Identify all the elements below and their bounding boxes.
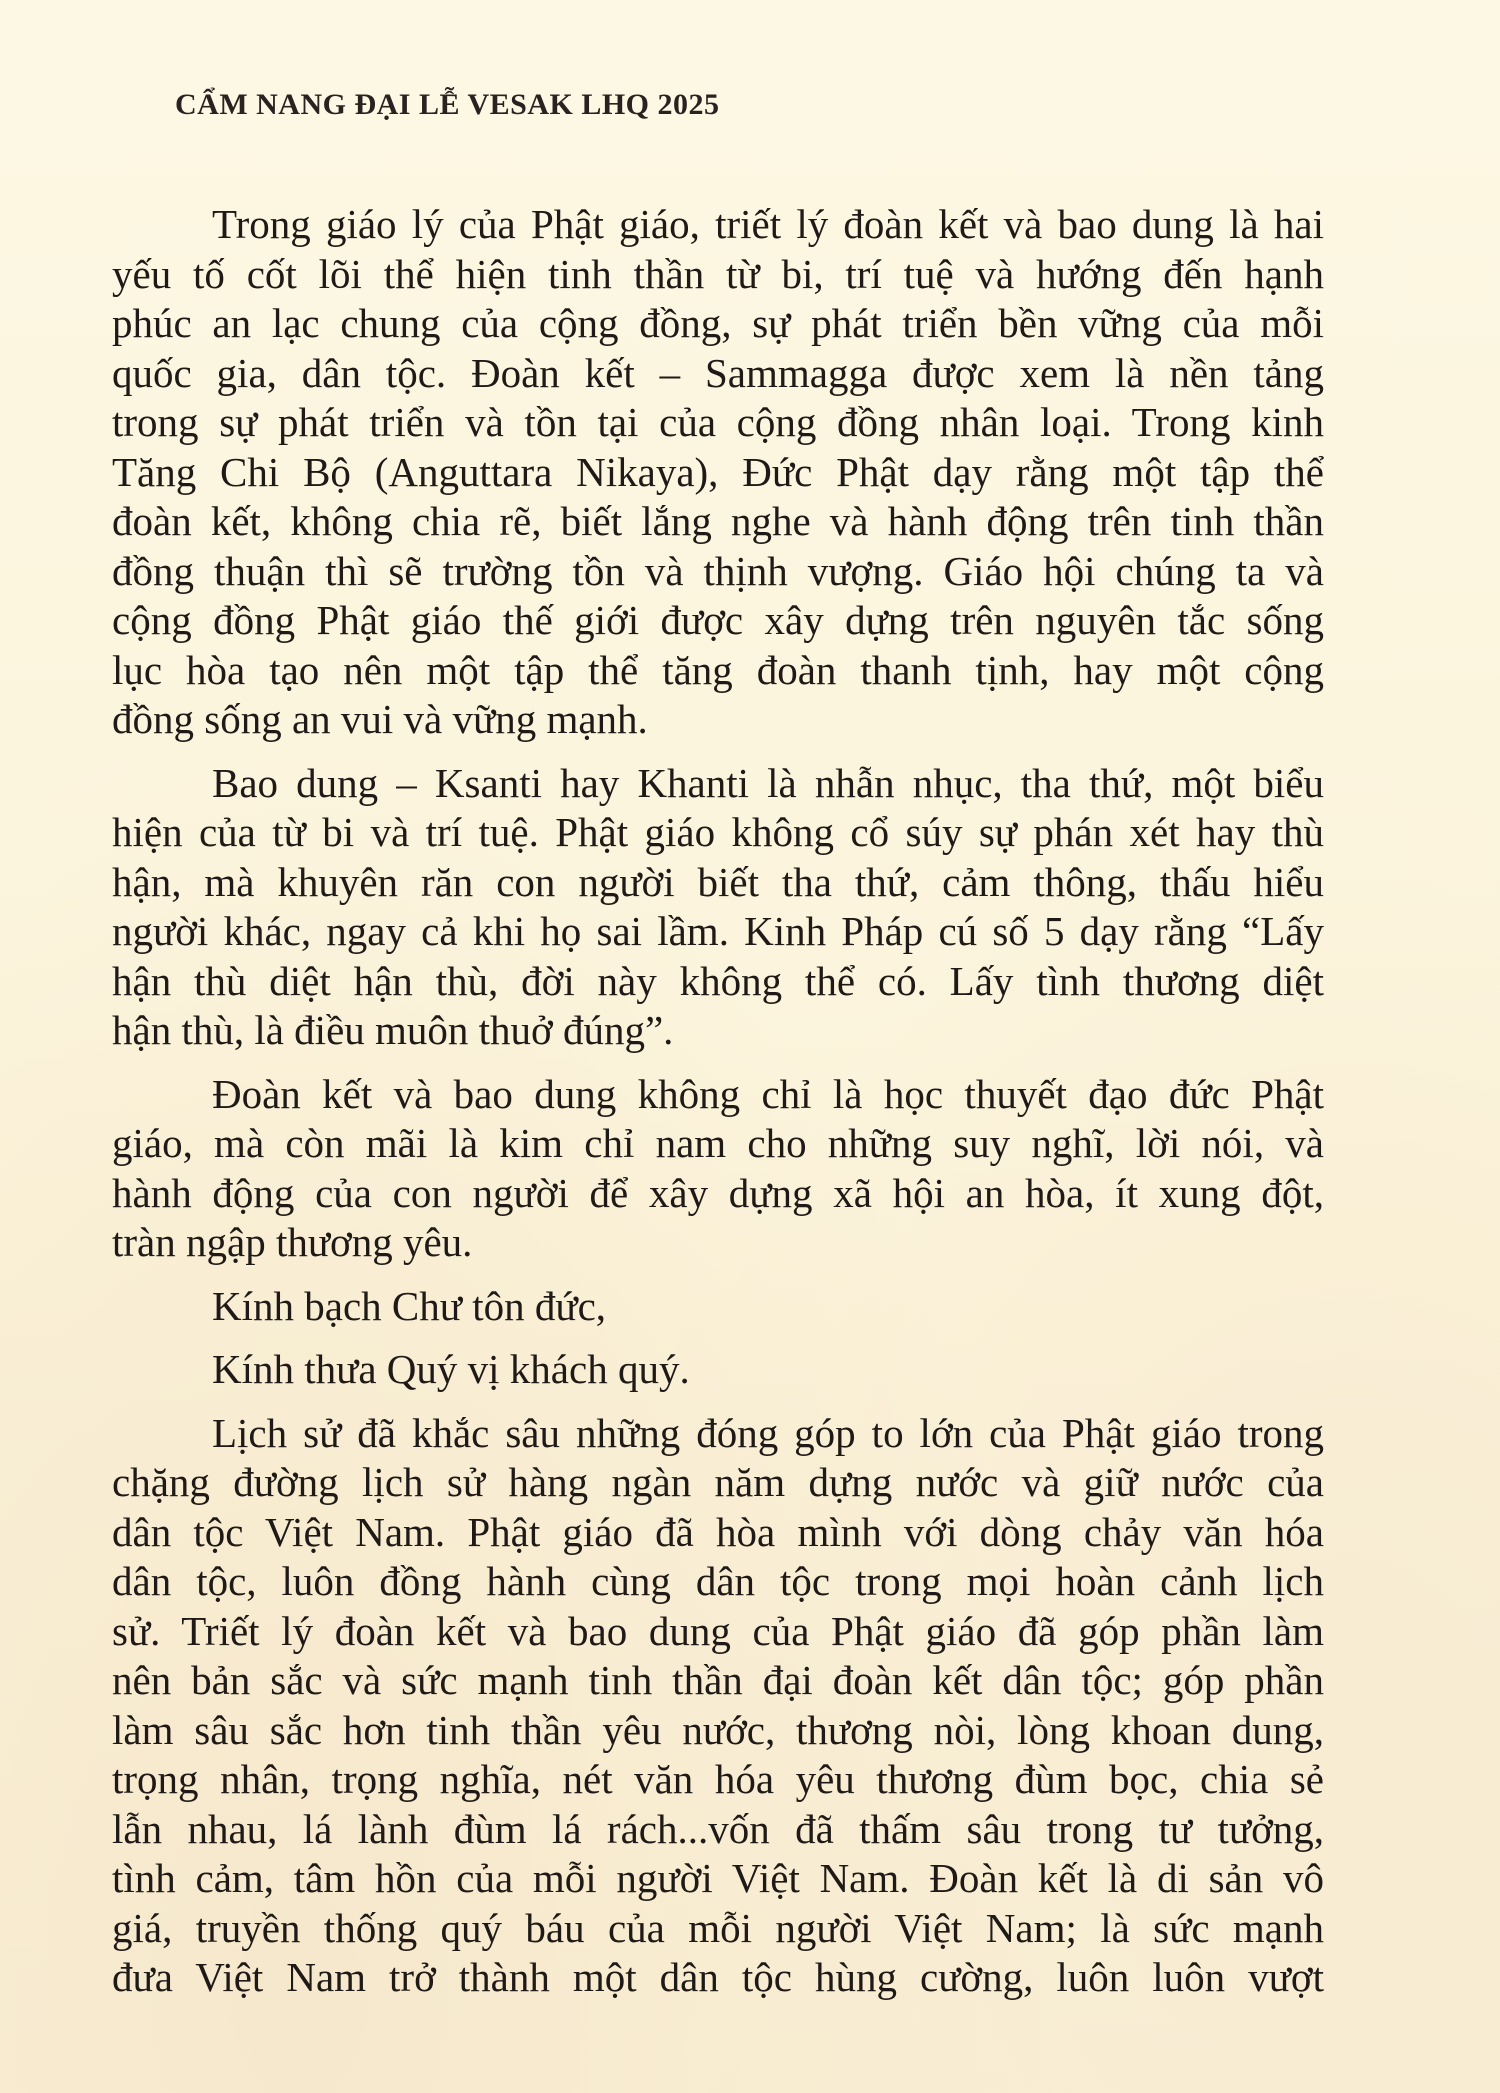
paragraph-3 xyxy=(112,1070,1324,1268)
body-text xyxy=(112,200,1324,2017)
text-line: chặng đường lịch sử hàng ngàn năm dựng nước và giữ nước của xyxy=(112,1459,1324,1505)
text-line: Lịch sử đã khắc sâu những đóng góp to lớn của Phật giáo trong xyxy=(212,1409,1324,1456)
text-line: dân tộc Việt Nam. Phật giáo đã hòa mình với dòng chảy văn hóa xyxy=(112,1508,1324,1555)
text-line: giá, truyền thống quý báu của mỗi người Việt Nam; là sức mạnh xyxy=(112,1904,1324,1951)
text-line: nên bản sắc và sức mạnh tinh thần đại đoàn kết dân tộc; góp phần xyxy=(112,1657,1324,1703)
text-line: hận, mà khuyên răn con người biết tha thứ, cảm thông, thấu hiểu xyxy=(112,858,1324,905)
text-line: đoàn kết, không chia rẽ, biết lắng nghe và hành động trên tinh thần xyxy=(112,498,1324,544)
text-line: tràn ngập thương yêu. xyxy=(112,1219,473,1265)
text-line: trong sự phát triển và tồn tại của cộng đồng nhân loại. Trong kinh xyxy=(112,399,1324,445)
text-line: quốc gia, dân tộc. Đoàn kết – Sammagga được xem là nền tảng xyxy=(112,349,1324,396)
text-line: phúc an lạc chung của cộng đồng, sự phát triển bền vững của mỗi xyxy=(112,300,1324,346)
text-line: tình cảm, tâm hồn của mỗi người Việt Nam. Đoàn kết là di sản vô xyxy=(112,1855,1324,1901)
text-line: đồng thuận thì sẽ trường tồn và thịnh vượng. Giáo hội chúng ta và xyxy=(112,547,1324,594)
text-line: dân tộc, luôn đồng hành cùng dân tộc trong mọi hoàn cảnh lịch xyxy=(112,1558,1324,1604)
text-line: giáo, mà còn mãi là kim chỉ nam cho những suy nghĩ, lời nói, và xyxy=(112,1120,1324,1166)
text-line: hận thù, là điều muôn thuở đúng”. xyxy=(112,1007,674,1053)
paragraph-1 xyxy=(112,200,1324,745)
text-line: làm sâu sắc hơn tinh thần yêu nước, thương nòi, lòng khoan dung, xyxy=(112,1706,1324,1753)
text-line: Đoàn kết và bao dung không chỉ là học thuyết đạo đức Phật xyxy=(212,1070,1324,1117)
text-line: hận thù diệt hận thù, đời này không thể có. Lấy tình thương diệt xyxy=(112,957,1324,1004)
text-line: hiện của từ bi và trí tuệ. Phật giáo không cổ súy sự phán xét hay thù xyxy=(112,809,1324,855)
text-line: Tăng Chi Bộ (Anguttara Nikaya), Đức Phật dạy rằng một tập thể xyxy=(112,448,1324,495)
salutation-2: Kính thưa Quý vị khách quý. xyxy=(212,1346,690,1392)
text-line: trọng nhân, trọng nghĩa, nét văn hóa yêu thương đùm bọc, chia sẻ xyxy=(112,1756,1324,1802)
text-line: cộng đồng Phật giáo thế giới được xây dựng trên nguyên tắc sống xyxy=(112,597,1324,643)
text-line: hành động của con người để xây dựng xã hội an hòa, ít xung đột, xyxy=(112,1169,1324,1216)
running-header: CẨM NANG ĐẠI LỄ VESAK LHQ 2025 xyxy=(175,88,720,121)
text-line: lẫn nhau, lá lành đùm lá rách...vốn đã thấm sâu trong tư tưởng, xyxy=(112,1805,1324,1852)
paragraph-2 xyxy=(112,759,1324,1056)
text-line: Bao dung – Ksanti hay Khanti là nhẫn nhục, tha thứ, một biểu xyxy=(212,759,1324,806)
text-line: Trong giáo lý của Phật giáo, triết lý đoàn kết và bao dung là hai xyxy=(212,201,1324,247)
text-line: người khác, ngay cả khi họ sai lầm. Kinh Pháp cú số 5 dạy rằng “Lấy xyxy=(112,908,1324,954)
text-line: đưa Việt Nam trở thành một dân tộc hùng cường, luôn luôn vượt xyxy=(112,1954,1324,2000)
text-line: lục hòa tạo nên một tập thể tăng đoàn thanh tịnh, hay một cộng xyxy=(112,646,1324,693)
text-line: sử. Triết lý đoàn kết và bao dung của Phật giáo đã góp phần làm xyxy=(112,1607,1324,1654)
text-line: đồng sống an vui và vững mạnh. xyxy=(112,696,648,742)
text-line: yếu tố cốt lõi thể hiện tinh thần từ bi, trí tuệ và hướng đến hạnh xyxy=(112,250,1324,297)
paragraph-4 xyxy=(112,1409,1324,2003)
salutation-1: Kính bạch Chư tôn đức, xyxy=(212,1282,607,1329)
